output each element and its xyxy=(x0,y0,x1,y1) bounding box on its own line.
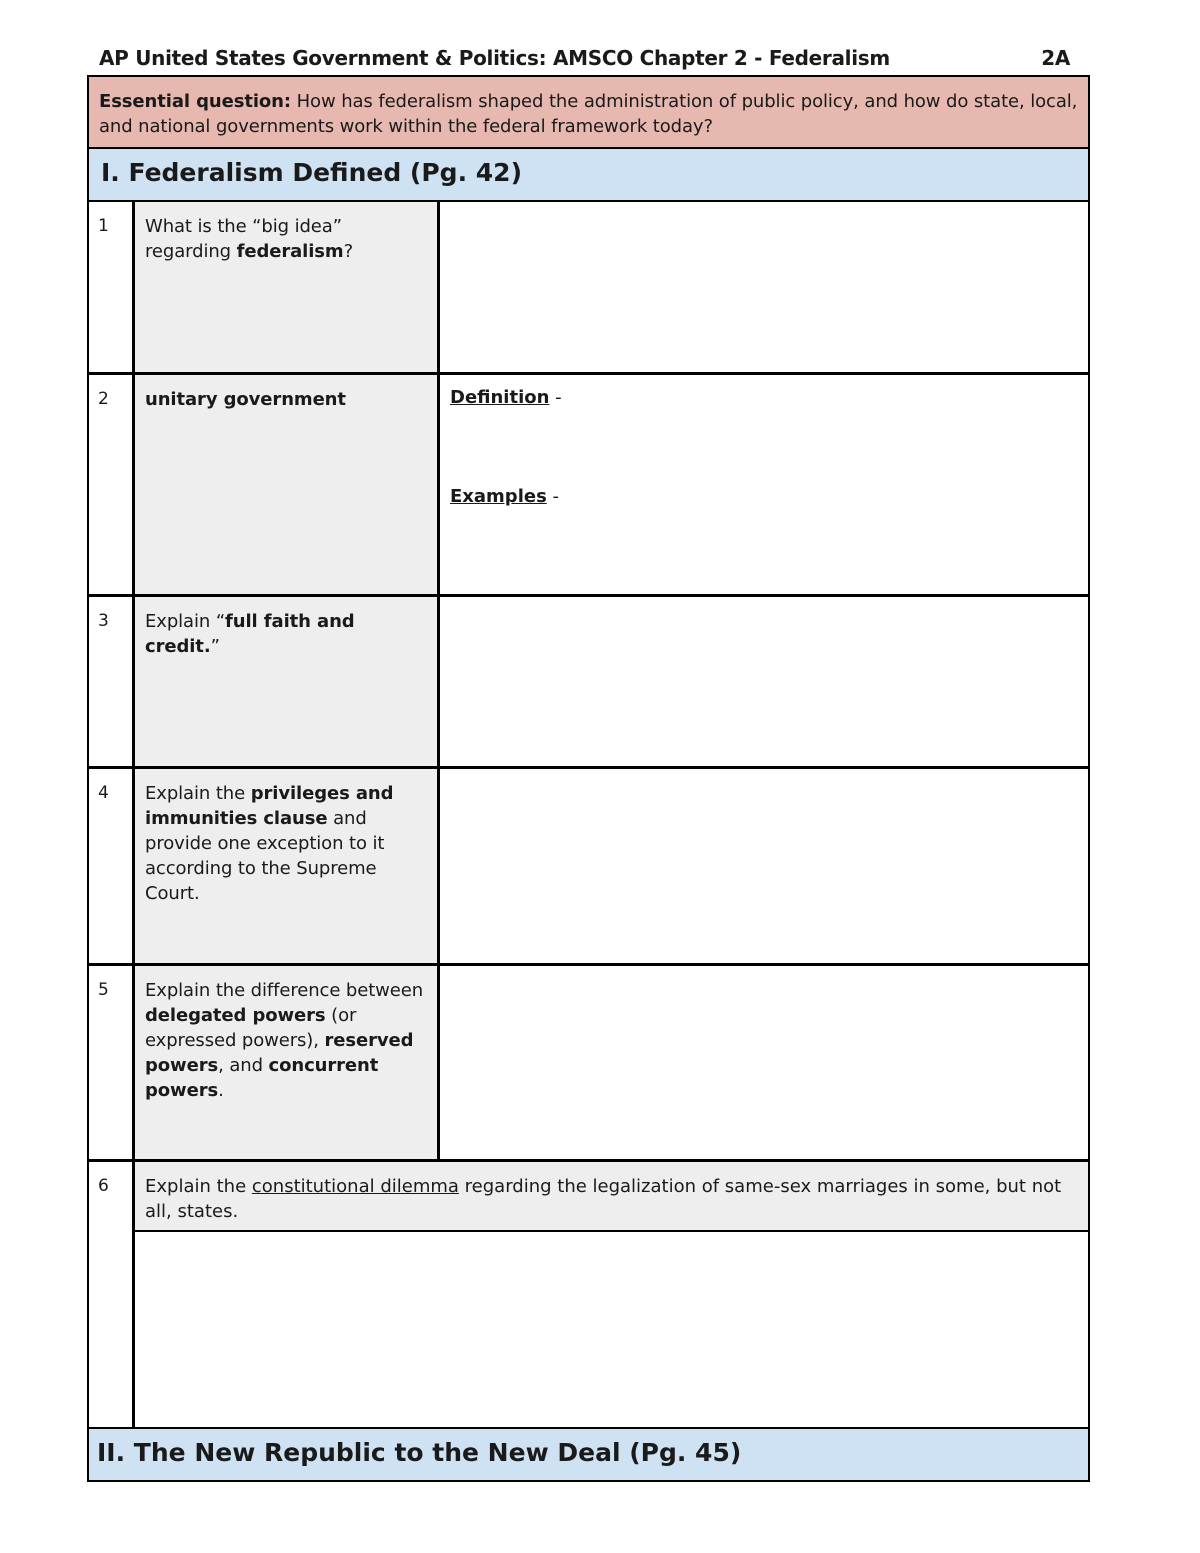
table-row xyxy=(89,597,1088,769)
answer-area[interactable] xyxy=(135,1232,1088,1427)
table-row xyxy=(89,202,1088,375)
page-header xyxy=(99,44,1074,74)
answer-area[interactable] xyxy=(440,597,1088,766)
row-prompt: Explain the difference between delegated powers (or expressed powers), reserved powers, and concurrent powers. xyxy=(135,966,440,1159)
row-prompt: What is the “big idea” regarding federalism? xyxy=(135,202,440,372)
row-number: 2 xyxy=(89,375,135,594)
row-prompt: Explain the constitutional dilemma regarding the legalization of same-sex marriages in some, but not all, states. xyxy=(135,1162,1088,1232)
answer-area[interactable] xyxy=(440,375,1088,594)
row-prompt: unitary government xyxy=(135,375,440,594)
answer-area[interactable] xyxy=(440,769,1088,963)
section-heading-2: II. The New Republic to the New Deal (Pg. 45) xyxy=(89,1427,1088,1480)
definition-label: Definition xyxy=(450,387,550,408)
worksheet-code: 2A xyxy=(1041,46,1070,70)
row-number: 4 xyxy=(89,769,135,963)
table-row xyxy=(89,375,1088,597)
row-number: 5 xyxy=(89,966,135,1159)
answer-area[interactable] xyxy=(440,202,1088,372)
worksheet-table xyxy=(87,75,1090,1482)
row-prompt: Explain “full faith and credit.” xyxy=(135,597,440,766)
row-number: 1 xyxy=(89,202,135,372)
table-row xyxy=(89,769,1088,966)
answer-area[interactable] xyxy=(440,966,1088,1159)
section-heading-1: I. Federalism Defined (Pg. 42) xyxy=(89,149,1088,202)
row-number: 3 xyxy=(89,597,135,766)
essential-question-text: How has federalism shaped the administration of public policy, and how do state, local, and national governments work within the federal framework today? xyxy=(99,91,1078,137)
worksheet-title: AP United States Government & Politics: AMSCO Chapter 2 - Federalism xyxy=(99,46,890,70)
essential-question-label: Essential question: xyxy=(99,91,291,112)
essential-question xyxy=(89,77,1088,149)
table-row xyxy=(89,966,1088,1162)
examples-line: Examples - xyxy=(450,486,560,507)
definition-line: Definition - xyxy=(450,387,562,408)
row-prompt: Explain the privileges and immunities clause and provide one exception to it according to the Supreme Court. xyxy=(135,769,440,963)
examples-label: Examples xyxy=(450,486,547,507)
row-number: 6 xyxy=(89,1162,135,1427)
table-row xyxy=(89,1162,1088,1427)
